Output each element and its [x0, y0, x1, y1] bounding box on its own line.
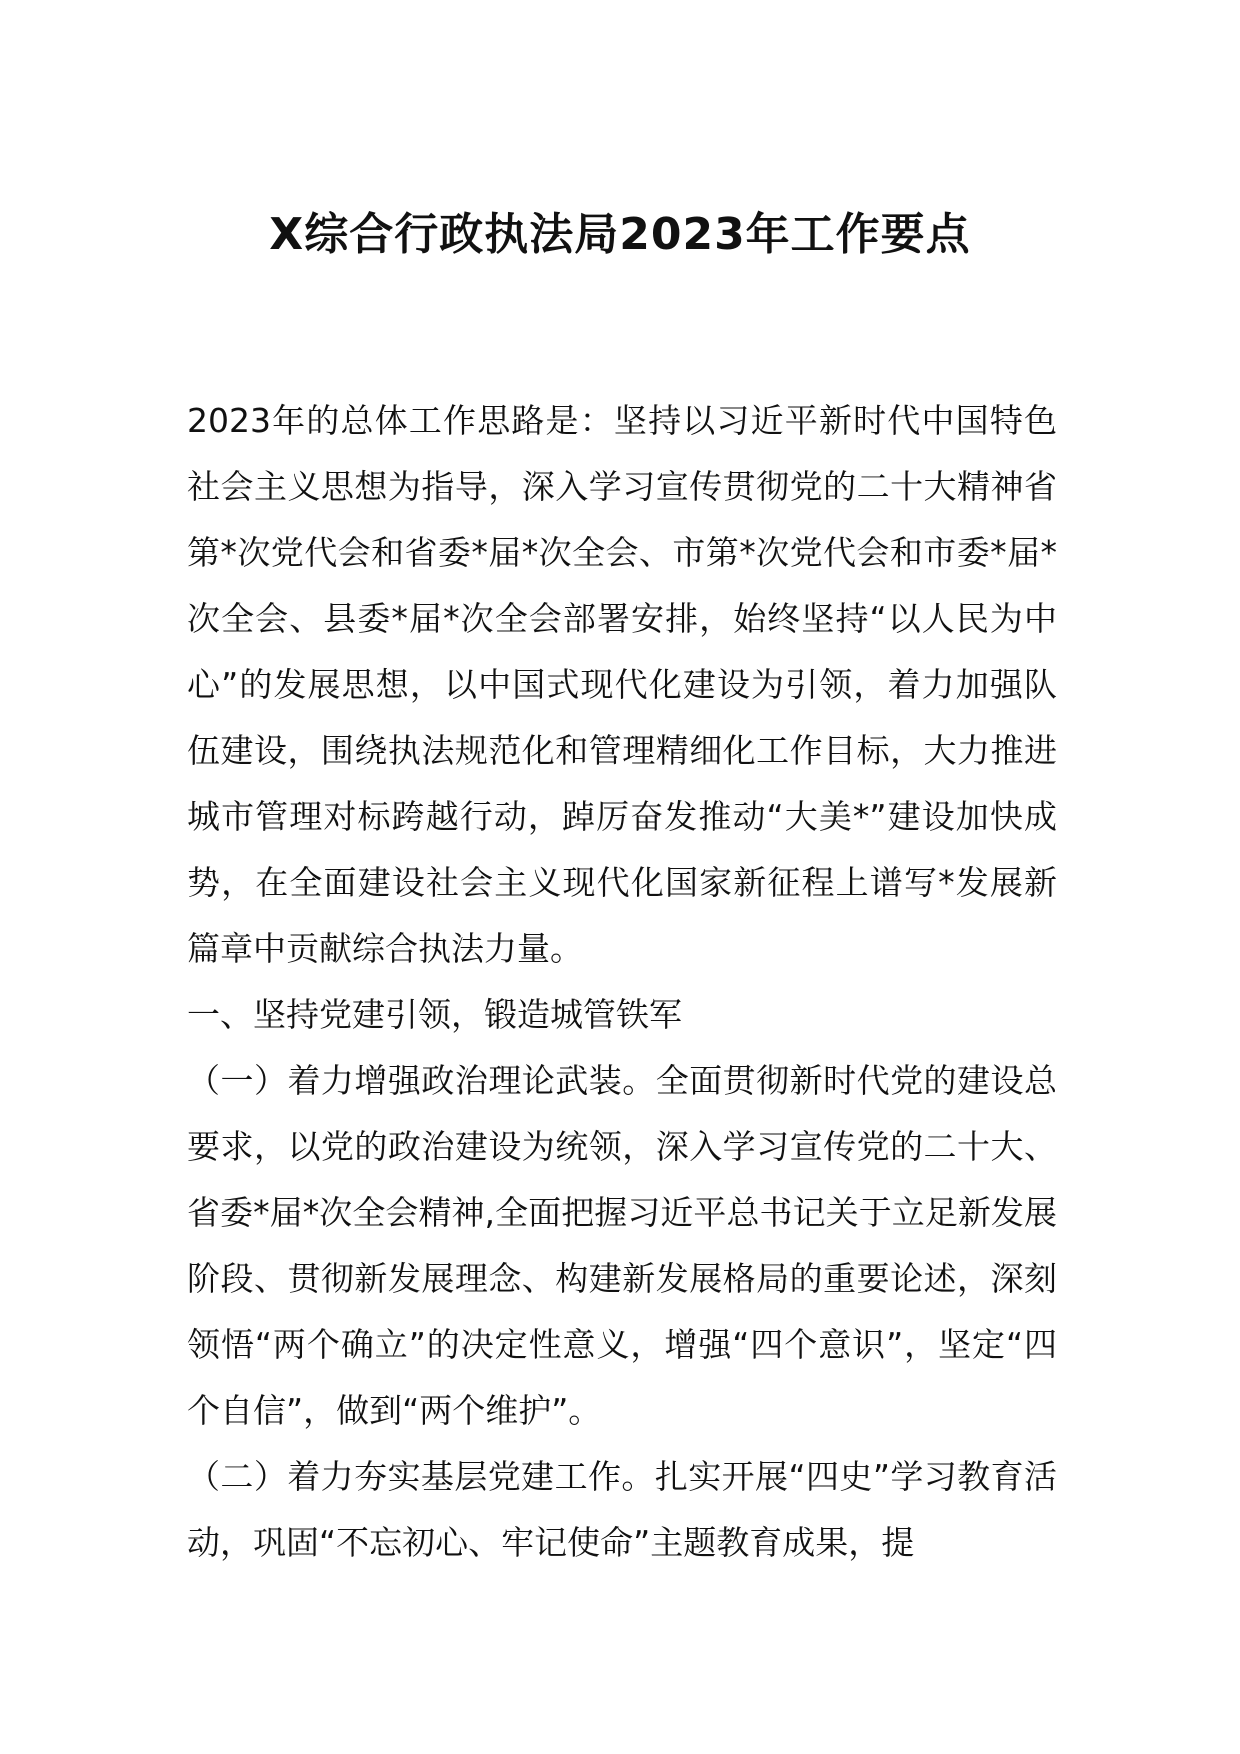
document-body	[187, 388, 1057, 1576]
document-title: X综合行政执法局2023年工作要点	[269, 209, 971, 260]
section-heading-1: 一、坚持党建引领，锻造城管铁军	[187, 995, 682, 1034]
paragraph-1-2: （二）着力夯实基层党建工作。扎实开展“四史”学习教育活动，巩固“不忘初心、牢记使命”主题教育成果，提	[187, 1457, 1057, 1562]
paragraph-overview: 2023年的总体工作思路是：坚持以习近平新时代中国特色社会主义思想为指导，深入学习宣传贯彻党的二十大精神省第*次党代会和省委*届*次全会、市第*次党代会和市委*届*次全会、县委*届*次全会部署安排，始终坚持“以人民为中心”的发展思想，以中国式现代化建设为引领，着力加强队伍建设，围绕执法规范化和管理精细化工作目标，大力推进城市管理对标跨越行动，踔厉奋发推动“大美*”建设加快成势，在全面建设社会主义现代化国家新征程上谱写*发展新篇章中贡献综合执法力量。	[187, 401, 1057, 968]
paragraph-1-1: （一）着力增强政治理论武装。全面贯彻新时代党的建设总要求，以党的政治建设为统领，深入学习宣传党的二十大、省委*届*次全会精神,全面把握习近平总书记关于立足新发展阶段、贯彻新发展理念、构建新发展格局的重要论述，深刻领悟“两个确立”的决定性意义，增强“四个意识”，坚定“四个自信”，做到“两个维护”。	[187, 1061, 1057, 1430]
